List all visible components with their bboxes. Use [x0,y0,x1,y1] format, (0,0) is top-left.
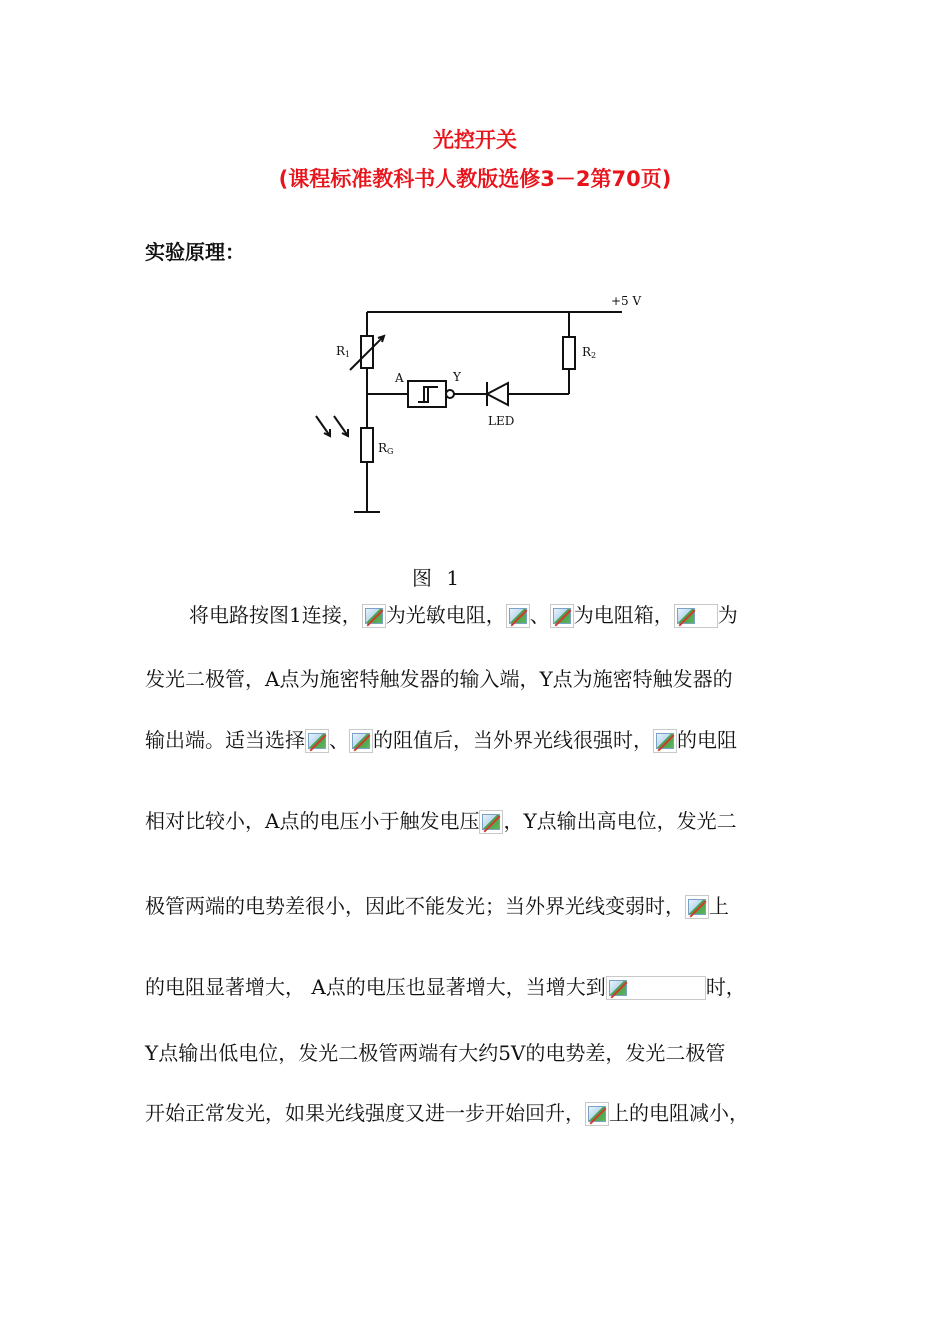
section-heading: 实验原理： [145,240,245,264]
led-label: LED [488,414,515,428]
image-placeholder-icon [674,604,718,628]
paragraph-line: 开始正常发光，如果光线强度又进一步开始回升， 上的电阻减小， [145,1101,749,1125]
paragraph-line: Y点输出低电位，发光二极管两端有大约5V的电势差，发光二极管 [145,1041,726,1065]
paragraph-line: 将电路按图1连接， 为光敏电阻， 、 为电阻箱， 为 [189,603,738,627]
paragraph-line: 发光二极管，A点为施密特触发器的输入端，Y点为施密特触发器的 [145,667,733,691]
image-placeholder-icon [349,729,373,753]
image-placeholder-icon [305,729,329,753]
inverter-bubble [446,390,454,398]
paragraph-line: 极管两端的电势差很小，因此不能发光；当外界光线变弱时， 上 [145,894,729,918]
circuit-diagram [300,282,660,522]
resistor-r2 [563,337,575,369]
light-arrow [334,416,348,436]
image-placeholder-icon [362,604,386,628]
node-a-label: A [395,371,404,385]
paragraph-line: 输出端。适当选择 、 的阻值后，当外界光线很强时， 的电阻 [145,728,737,752]
r2-label: R2 [582,345,597,360]
image-placeholder-icon [606,976,706,1000]
image-placeholder-icon [585,1102,609,1126]
document-subtitle: (课程标准教科书人教版选修3－2第70页) [278,167,672,191]
resistor-rg [361,428,373,462]
led-diode [487,383,508,405]
variable-arrow [350,336,384,370]
image-placeholder-icon [479,810,503,834]
image-placeholder-icon [550,604,574,628]
image-placeholder-icon [506,604,530,628]
supply-label: +5 V [611,294,642,308]
light-arrow [316,416,330,436]
document-title: 光控开关 [433,128,517,152]
image-placeholder-icon [685,895,709,919]
figure-caption: 图 1 [412,566,464,590]
node-y-label: Y [453,370,461,384]
r1-label: R1 [336,344,351,359]
rg-label: RG [378,441,394,456]
image-placeholder-icon [653,729,677,753]
paragraph-line: 的电阻显著增大， A点的电压也显著增大，当增大到 时， [145,975,746,999]
paragraph-line: 相对比较小，A点的电压小于触发电压 ，Y点输出高电位，发光二 [145,809,737,833]
